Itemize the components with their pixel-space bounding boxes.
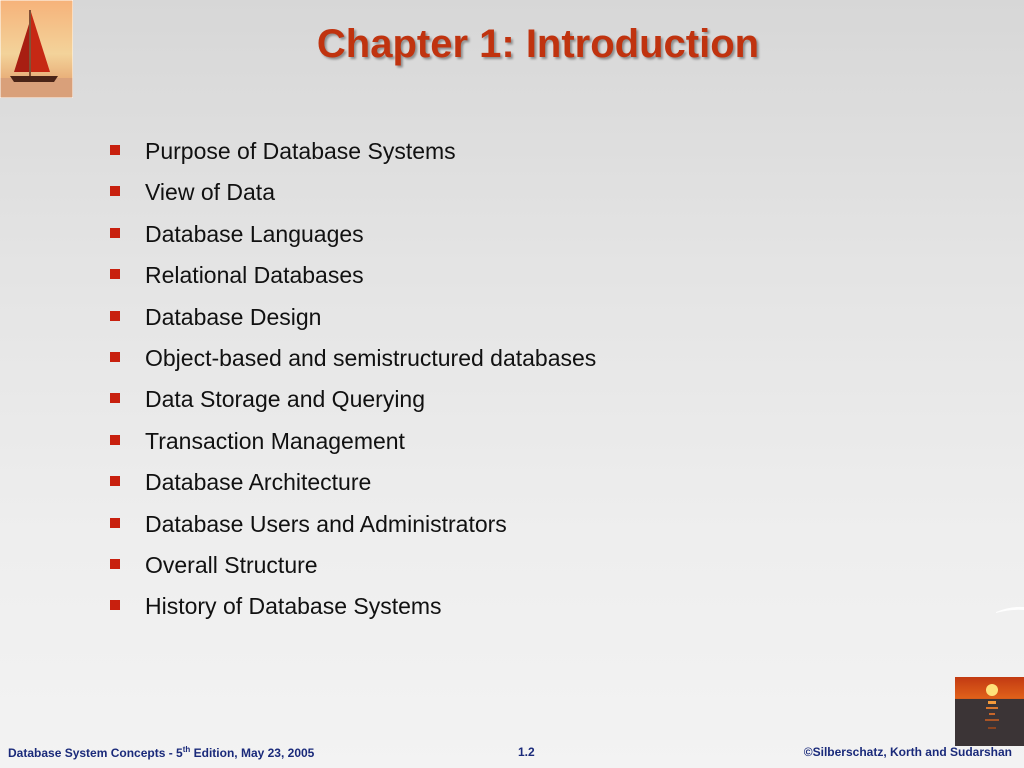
- list-item: [108, 423, 596, 464]
- list-item: [108, 174, 596, 215]
- square-bullet-icon: [110, 435, 120, 445]
- list-item-label: Transaction Management: [145, 427, 405, 454]
- list-item-label: Data Storage and Querying: [145, 386, 426, 413]
- footer-book-title: Database System Concepts - 5: [8, 746, 183, 760]
- list-item-label: Database Users and Administrators: [145, 510, 507, 537]
- list-item-label: View of Data: [145, 179, 275, 206]
- square-bullet-icon: [110, 186, 120, 196]
- square-bullet-icon: [110, 476, 120, 486]
- footer-edition-date: Edition, May 23, 2005: [190, 746, 315, 760]
- page-number: 1.2: [518, 745, 535, 759]
- list-item-label: History of Database Systems: [145, 593, 442, 620]
- decorative-streak: [996, 606, 1024, 616]
- list-item-label: Database Languages: [145, 220, 364, 247]
- list-item: [108, 588, 596, 629]
- list-item: [108, 340, 596, 381]
- square-bullet-icon: [110, 518, 120, 528]
- list-item: [108, 506, 596, 547]
- list-item: [108, 464, 596, 505]
- list-item-label: Overall Structure: [145, 551, 318, 578]
- footer-edition-sup: th: [182, 745, 191, 754]
- sunset-image: [955, 677, 1024, 746]
- list-item-label: Database Architecture: [145, 469, 372, 496]
- square-bullet-icon: [110, 600, 120, 610]
- list-item: [108, 547, 596, 588]
- list-item: [108, 216, 596, 257]
- list-item: [108, 133, 596, 174]
- square-bullet-icon: [110, 228, 120, 238]
- page-title: Chapter 1: Introduction: [316, 22, 760, 66]
- footer-left: [8, 745, 314, 765]
- bullet-list: [108, 133, 596, 630]
- list-item-label: Object-based and semistructured databases: [145, 344, 597, 371]
- square-bullet-icon: [110, 311, 120, 321]
- list-item: [108, 257, 596, 298]
- list-item-label: Relational Databases: [145, 262, 364, 289]
- square-bullet-icon: [110, 559, 120, 569]
- list-item: [108, 381, 596, 422]
- list-item: [108, 299, 596, 340]
- square-bullet-icon: [110, 145, 120, 155]
- footer-copyright: ©Silberschatz, Korth and Sudarshan: [803, 745, 1012, 759]
- list-item-label: Database Design: [145, 303, 322, 330]
- list-item-label: Purpose of Database Systems: [145, 138, 456, 164]
- square-bullet-icon: [110, 352, 120, 362]
- square-bullet-icon: [110, 269, 120, 279]
- square-bullet-icon: [110, 393, 120, 403]
